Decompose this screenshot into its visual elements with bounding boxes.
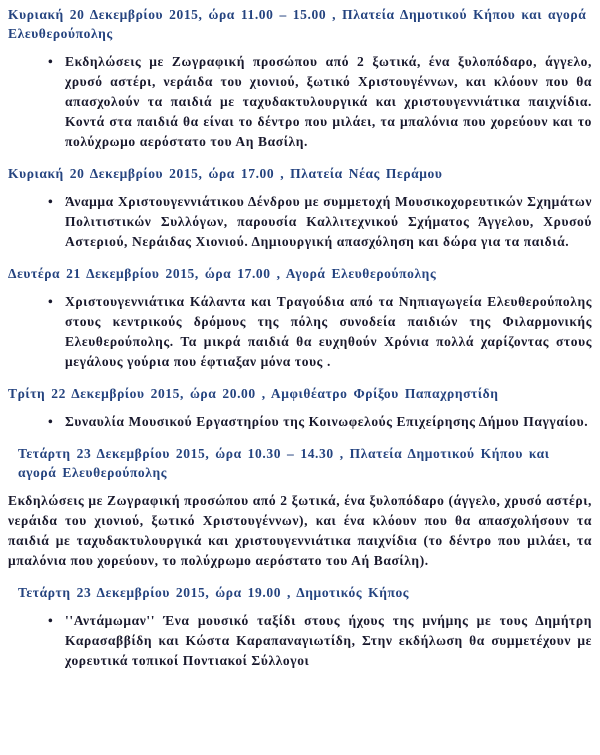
event-heading-sunday-20-morning: Κυριακή 20 Δεκεμβρίου 2015, ώρα 11.00 – 15.00 , Πλατεία Δημοτικού Κήπου και αγορά Ελευθερούπολης [8,7,587,41]
event-bullet: • Άναμμα Χριστουγεννιάτικου Δένδρου με συμμετοχή Μουσικοχορευτικών Σχημάτων Πολιτιστικών Συλλόγων, παρουσία Καλλιτεχνικού Σχήματος Άγγελου, Χρυσού Αστεριού, Νεράιδας Χιονιού. Δημιουργική απασχόληση και δώρα για τα παιδιά. [65,192,592,252]
event-bullet-list [8,52,592,152]
event-heading-monday-21: Δευτέρα 21 Δεκεμβρίου 2015, ώρα 17.00 , Αγορά Ελευθερούπολης [8,266,437,281]
event-bullet-list [8,192,592,252]
event-heading-sunday-20-evening: Κυριακή 20 Δεκεμβρίου 2015, ώρα 17.00 , Πλατεία Νέας Περάμου [8,166,443,181]
event-bullet: • ''Αντάμωμαν'' Ένα μουσικό ταξίδι στους ήχους της μνήμης με τους Δημήτρη Καρασαββίδη και Κώστα Καραπαναγιωτίδη, Στην εκδήλωση θα συμμετέχουν με χορευτικά τοπικοί Ποντιακοί Σύλλογοι [65,611,592,671]
event-bullet-list [8,611,592,671]
event-bullet: • Χριστουγεννιάτικα Κάλαντα και Τραγούδια από τα Νηπιαγωγεία Ελευθερούπολης στους κεντρικούς δρόμους της πόλης συνοδεία παιδιών της Φιλαρμονικής Ελευθερούπολης. Τα μικρά παιδιά θα ευχηθούν Χρόνια πολλά χαρίζοντας στους μεγάλους γούρια που έφτιαξαν μόνα τους . [65,292,592,372]
event-paragraph: Εκδηλώσεις με Ζωγραφική προσώπου από 2 ξωτικά, ένα ξυλοπόδαρο (άγγελο, χρυσό αστέρι, νεράιδα του χιονιού, ξωτικό Χριστουγέννων), και ένα κλόουν που θα απασχολήσουν τα παιδιά με ταχυδακτυλουργικά και χριστουγεννιάτικα παιχνίδια (το δέντρο που μιλάει, τα μπαλόνια που χορεύουν, το πολύχρωμο αερόστατο του Αή Βασίλη). [8,493,592,568]
event-bullet: • Εκδηλώσεις με Ζωγραφική προσώπου από 2 ξωτικά, ένα ξυλοπόδαρο, άγγελο, χρυσό αστέρι, νεράιδα του χιονιού, ξωτικό Χριστουγέννων, και κλόουν που θα απασχολούν τα παιδιά με ταχυδακτυλουργικά και χριστουγεννιάτικα παιχνίδια. Κοντά στα παιδιά θα είναι το δέντρο που μιλάει, τα μπαλόνια που χορεύουν και το πολύχρωμο αερόστατο του Αη Βασίλη. [65,52,592,152]
event-bullet: • Συναυλία Μουσικού Εργαστηρίου της Κοινωφελούς Επιχείρησης Δήμου Παγγαίου. [65,412,592,432]
event-heading-tuesday-22: Τρίτη 22 Δεκεμβρίου 2015, ώρα 20.00 , Αμφιθέατρο Φρίξου Παπαχρηστίδη [8,386,499,401]
event-bullet-list [8,292,592,372]
event-heading-wednesday-23-evening: Τετάρτη 23 Δεκεμβρίου 2015, ώρα 19.00 , Δημοτικός Κήπος [18,585,410,600]
event-heading-wednesday-23-morning: Τετάρτη 23 Δεκεμβρίου 2015, ώρα 10.30 – 14.30 , Πλατεία Δημοτικού Κήπου και αγορά Ελευθερούπολης [18,446,550,480]
event-bullet-list [8,412,592,432]
